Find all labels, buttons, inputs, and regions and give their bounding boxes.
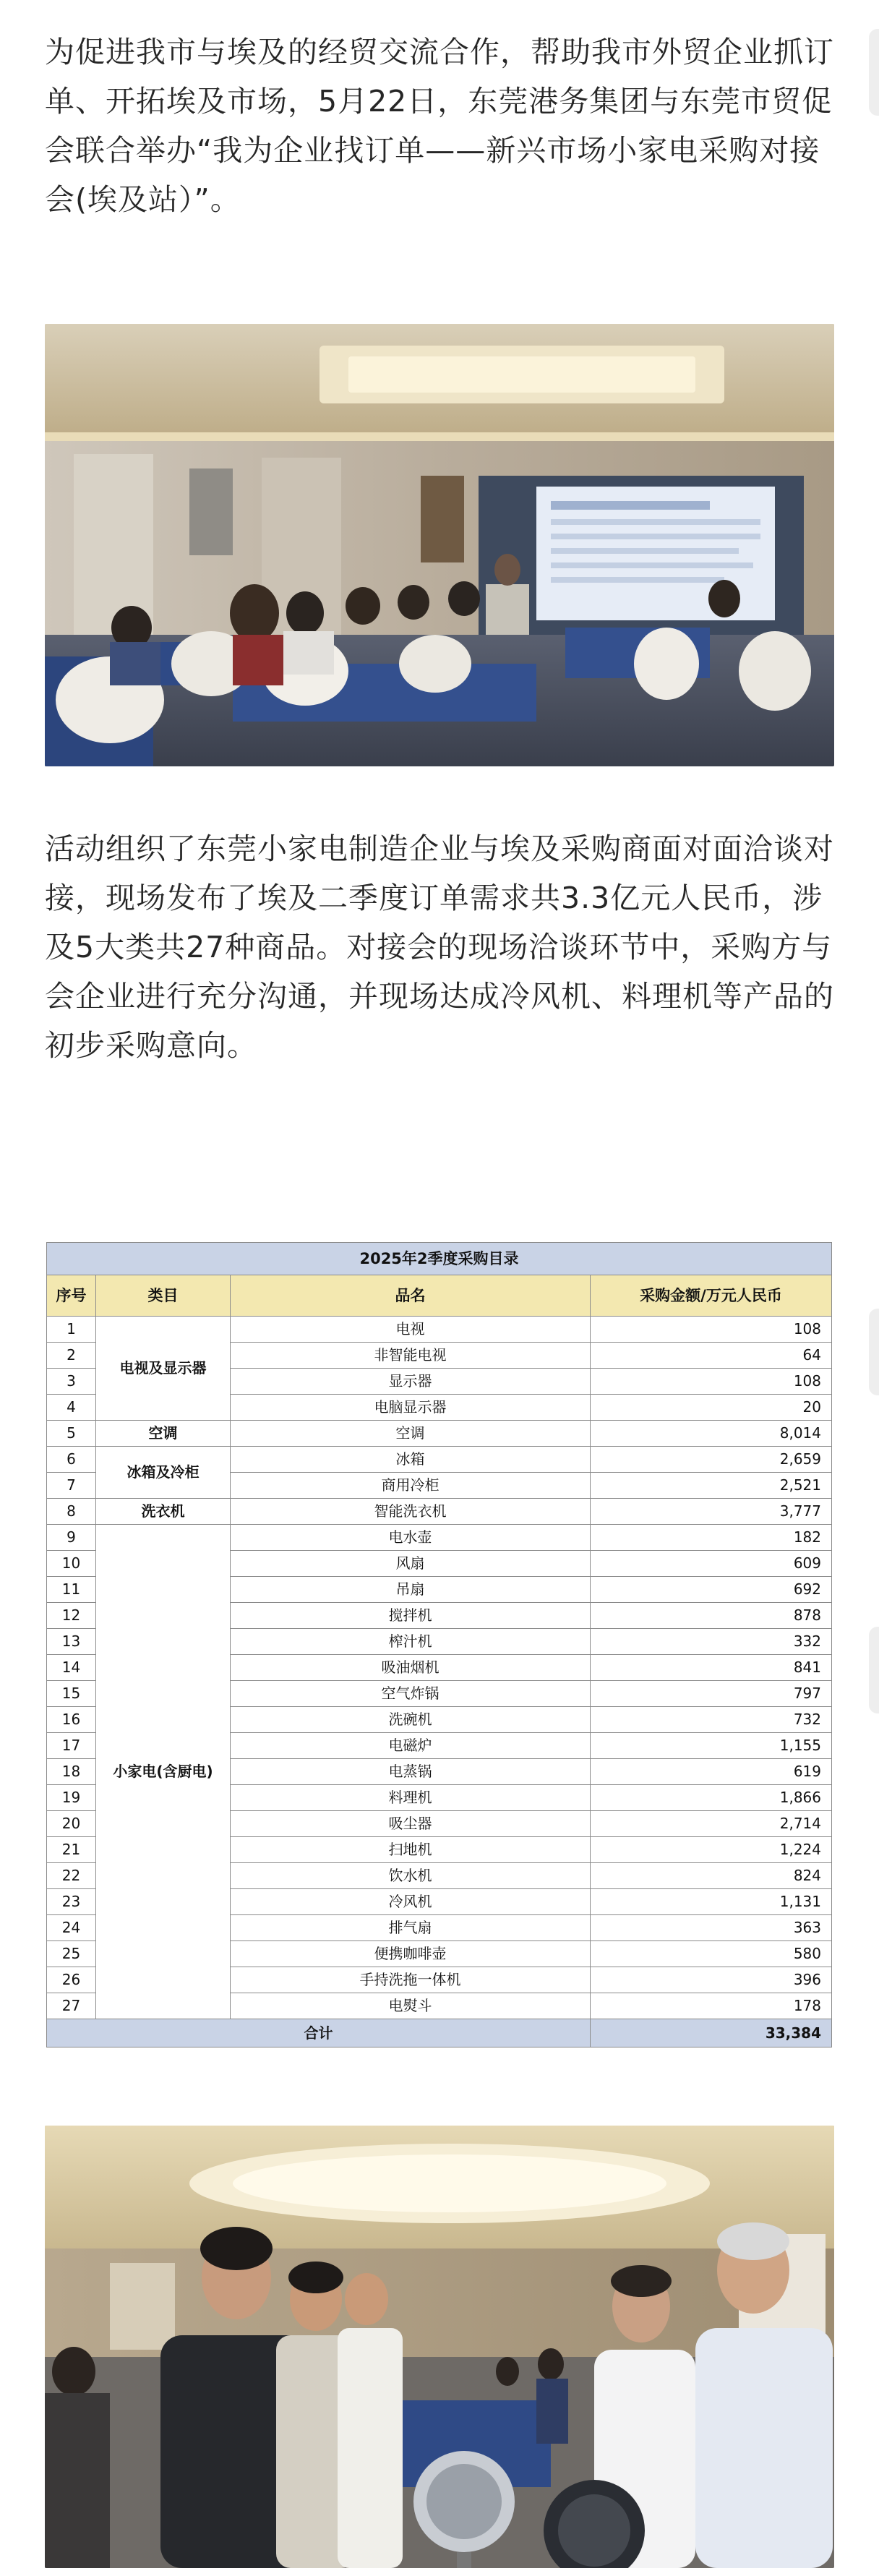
item-amount: 609 (591, 1551, 832, 1577)
table-title-row (47, 1243, 832, 1275)
row-number: 11 (47, 1577, 96, 1603)
item-name: 电脑显示器 (231, 1395, 591, 1421)
item-name: 手持洗拖一体机 (231, 1967, 591, 1993)
total-amount: 33,384 (591, 2019, 832, 2047)
row-number: 24 (47, 1915, 96, 1941)
total-label: 合计 (47, 2019, 591, 2047)
item-amount: 878 (591, 1603, 832, 1629)
item-name: 排气扇 (231, 1915, 591, 1941)
category-cell: 电视及显示器 (96, 1317, 231, 1421)
item-amount: 396 (591, 1967, 832, 1993)
article-paragraph-details: 活动组织了东莞小家电制造企业与埃及采购商面对面洽谈对接，现场发布了埃及二季度订单需求共3.3亿元人民币，涉及5大类共27种商品。对接会的现场洽谈环节中，采购方与会企业进行充分沟通，并现场达成冷风机、料理机等产品的初步采购意向。 (45, 831, 834, 1063)
procurement-catalog-table (46, 1242, 831, 2047)
row-number: 23 (47, 1889, 96, 1915)
row-number: 20 (47, 1811, 96, 1837)
item-name: 电视 (231, 1317, 591, 1343)
item-amount: 182 (591, 1525, 832, 1551)
row-number: 12 (47, 1603, 96, 1629)
side-scroll-tab (869, 29, 879, 116)
row-number: 19 (47, 1785, 96, 1811)
row-number: 4 (47, 1395, 96, 1421)
meeting-hall-photo (45, 324, 834, 766)
item-name: 电水壶 (231, 1525, 591, 1551)
row-number: 18 (47, 1759, 96, 1785)
row-number: 27 (47, 1993, 96, 2019)
item-name: 风扇 (231, 1551, 591, 1577)
item-name: 吊扇 (231, 1577, 591, 1603)
item-amount: 2,714 (591, 1811, 832, 1837)
item-amount: 20 (591, 1395, 832, 1421)
item-amount: 1,155 (591, 1733, 832, 1759)
table-title: 2025年2季度采购目录 (47, 1243, 832, 1275)
row-number: 25 (47, 1941, 96, 1967)
row-number: 16 (47, 1707, 96, 1733)
negotiation-scene-photo (45, 2126, 834, 2568)
item-amount: 2,659 (591, 1447, 832, 1473)
item-name: 空气炸锅 (231, 1681, 591, 1707)
item-name: 电蒸锅 (231, 1759, 591, 1785)
row-number: 6 (47, 1447, 96, 1473)
item-name: 冷风机 (231, 1889, 591, 1915)
item-amount: 797 (591, 1681, 832, 1707)
row-number: 17 (47, 1733, 96, 1759)
item-name: 冰箱 (231, 1447, 591, 1473)
item-amount: 363 (591, 1915, 832, 1941)
row-number: 9 (47, 1525, 96, 1551)
item-amount: 64 (591, 1343, 832, 1369)
side-scroll-tab (869, 1627, 879, 1713)
table-row (47, 1525, 832, 1551)
side-scroll-tab (869, 1309, 879, 1395)
item-name: 显示器 (231, 1369, 591, 1395)
item-name: 扫地机 (231, 1837, 591, 1863)
table-header-row (47, 1275, 832, 1317)
row-number: 2 (47, 1343, 96, 1369)
item-amount: 1,224 (591, 1837, 832, 1863)
item-name: 榨汁机 (231, 1629, 591, 1655)
row-number: 3 (47, 1369, 96, 1395)
item-amount: 580 (591, 1941, 832, 1967)
category-cell: 洗衣机 (96, 1499, 231, 1525)
row-number: 10 (47, 1551, 96, 1577)
category-cell: 小家电(含厨电) (96, 1525, 231, 2019)
item-amount: 692 (591, 1577, 832, 1603)
category-cell: 冰箱及冷柜 (96, 1447, 231, 1499)
item-name: 吸油烟机 (231, 1655, 591, 1681)
row-number: 5 (47, 1421, 96, 1447)
header-item: 品名 (231, 1275, 591, 1317)
header-category: 类目 (96, 1275, 231, 1317)
item-name: 智能洗衣机 (231, 1499, 591, 1525)
item-amount: 108 (591, 1369, 832, 1395)
article-paragraph-intro: 为促进我市与埃及的经贸交流合作，帮助我市外贸企业抓订单、开拓埃及市场，5月22日，东莞港务集团与东莞市贸促会联合举办“我为企业找订单——新兴市场小家电采购对接会(埃及站）”。 (45, 35, 834, 217)
item-name: 空调 (231, 1421, 591, 1447)
row-number: 22 (47, 1863, 96, 1889)
item-amount: 2,521 (591, 1473, 832, 1499)
row-number: 26 (47, 1967, 96, 1993)
table-row (47, 1447, 832, 1473)
table-row (47, 1499, 832, 1525)
table-total-row (47, 2019, 832, 2047)
row-number: 15 (47, 1681, 96, 1707)
item-amount: 1,866 (591, 1785, 832, 1811)
item-name: 电熨斗 (231, 1993, 591, 2019)
table-row (47, 1421, 832, 1447)
item-name: 非智能电视 (231, 1343, 591, 1369)
row-number: 21 (47, 1837, 96, 1863)
item-name: 洗碗机 (231, 1707, 591, 1733)
item-name: 吸尘器 (231, 1811, 591, 1837)
item-amount: 824 (591, 1863, 832, 1889)
item-amount: 108 (591, 1317, 832, 1343)
item-amount: 1,131 (591, 1889, 832, 1915)
row-number: 14 (47, 1655, 96, 1681)
category-cell: 空调 (96, 1421, 231, 1447)
table-row (47, 1317, 832, 1343)
item-name: 便携咖啡壶 (231, 1941, 591, 1967)
item-name: 料理机 (231, 1785, 591, 1811)
item-amount: 178 (591, 1993, 832, 2019)
procurement-table (46, 1242, 832, 2047)
row-number: 8 (47, 1499, 96, 1525)
item-name: 搅拌机 (231, 1603, 591, 1629)
item-name: 饮水机 (231, 1863, 591, 1889)
header-number: 序号 (47, 1275, 96, 1317)
item-amount: 841 (591, 1655, 832, 1681)
item-amount: 3,777 (591, 1499, 832, 1525)
item-amount: 332 (591, 1629, 832, 1655)
row-number: 7 (47, 1473, 96, 1499)
row-number: 1 (47, 1317, 96, 1343)
row-number: 13 (47, 1629, 96, 1655)
item-amount: 619 (591, 1759, 832, 1785)
item-amount: 732 (591, 1707, 832, 1733)
header-amount: 采购金额/万元人民币 (591, 1275, 832, 1317)
item-name: 商用冷柜 (231, 1473, 591, 1499)
item-name: 电磁炉 (231, 1733, 591, 1759)
item-amount: 8,014 (591, 1421, 832, 1447)
